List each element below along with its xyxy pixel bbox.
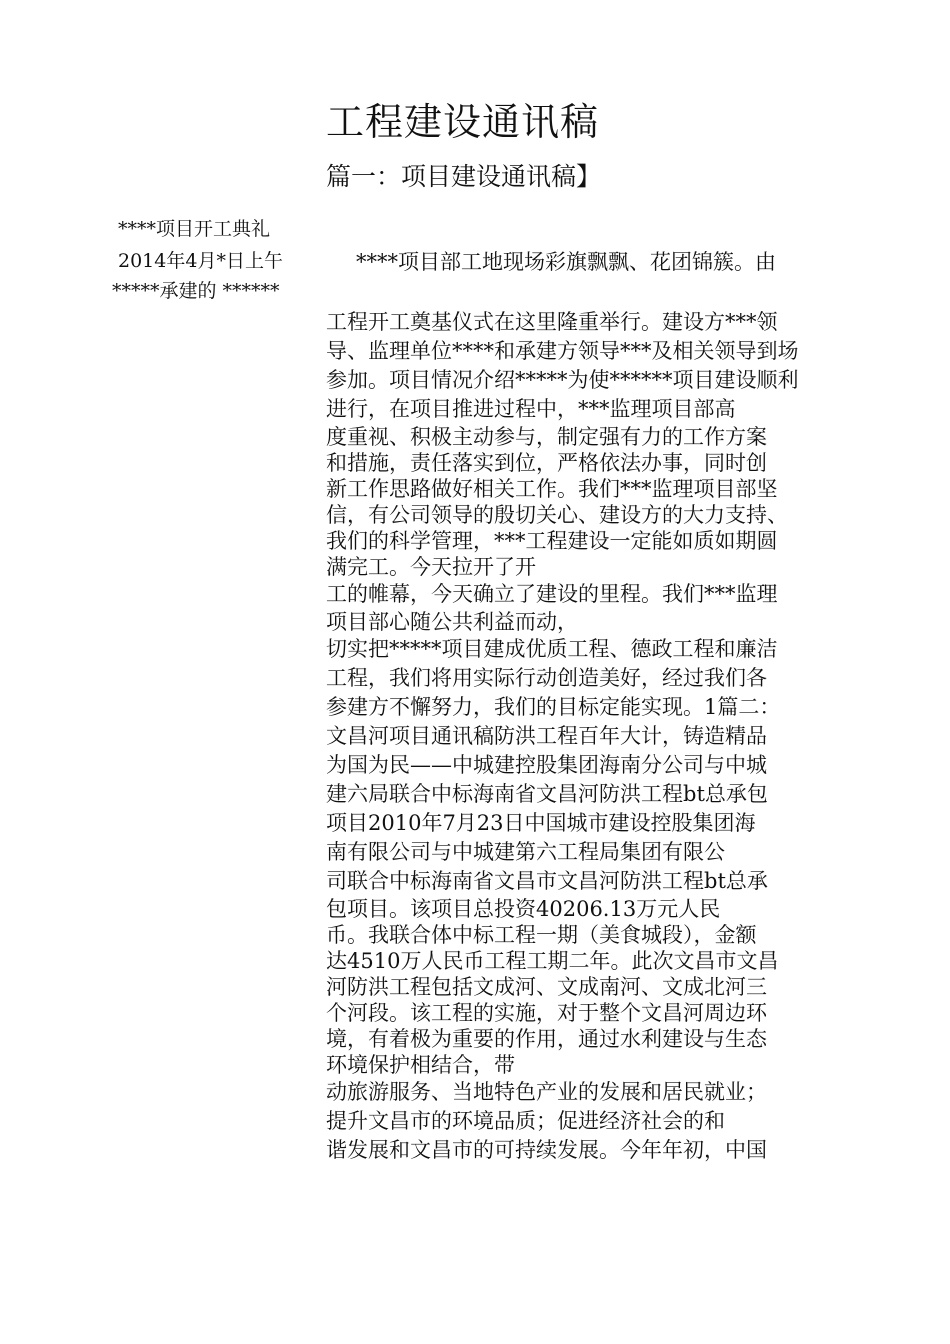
body-line: 环境保护相结合，带	[326, 1053, 515, 1077]
body-line: 境，有着极为重要的作用，通过水利建设与生态	[326, 1027, 767, 1051]
body-line: 项目2010年7月23日中国城市建设控股集团海	[326, 811, 756, 835]
body-line: 我们的科学管理，***工程建设一定能如质如期圆	[326, 529, 778, 553]
body-line: 达4510万人民币工程工期二年。此次文昌市文昌	[326, 949, 779, 973]
body-line: 项目部心随公共利益而动，	[326, 610, 578, 634]
body-line: 满完工。今天拉开了开	[326, 555, 536, 579]
body-line: 司联合中标海南省文昌市文昌河防洪工程bt总承	[326, 869, 768, 893]
intro-line: ****项目部工地现场彩旗飘飘、花团锦簇。由	[356, 250, 776, 274]
side-note-line-3: *****承建的 ******	[112, 280, 280, 302]
body-line: 动旅游服务、当地特色产业的发展和居民就业；	[326, 1080, 767, 1104]
body-line: 工程，我们将用实际行动创造美好，经过我们各	[326, 666, 767, 690]
body-line: 切实把*****项目建成优质工程、德政工程和廉洁	[326, 637, 778, 661]
page-subtitle: 篇一：项目建设通讯稿】	[326, 162, 602, 191]
body-line: 进行，在项目推进过程中，***监理项目部高	[326, 397, 736, 421]
body-line: 工程开工奠基仪式在这里隆重举行。建设方***领	[326, 310, 778, 334]
page-title: 工程建设通讯稿	[326, 100, 600, 144]
body-line: 为国为民——中城建控股集团海南分公司与中城	[326, 753, 767, 777]
body-line: 建六局联合中标海南省文昌河防洪工程bt总承包	[326, 782, 768, 806]
body-line: 信，有公司领导的殷切关心、建设方的大力支持、	[326, 503, 788, 527]
body-line: 个河段。该工程的实施，对于整个文昌河周边环	[326, 1001, 767, 1025]
body-line: 文昌河项目通讯稿防洪工程百年大计，铸造精品	[326, 724, 767, 748]
body-line: 币。我联合体中标工程一期（美食城段），金额	[326, 923, 757, 947]
body-line: 南有限公司与中城建第六工程局集团有限公	[326, 840, 725, 864]
body-line: 工的帷幕，今天确立了建设的里程。我们***监理	[326, 582, 778, 606]
body-line: 导、监理单位****和承建方领导***及相关领导到场	[326, 339, 799, 363]
body-line: 度重视、积极主动参与，制定强有力的工作方案	[326, 425, 767, 449]
side-note-line-1: ****项目开工典礼	[118, 218, 271, 240]
body-line: 提升文昌市的环境品质；促进经济社会的和	[326, 1109, 725, 1133]
body-line: 参加。项目情况介绍*****为使******项目建设顺利	[326, 368, 799, 392]
body-text	[326, 308, 846, 1165]
body-line: 包项目。该项目总投资40206.13万元人民	[326, 897, 721, 921]
body-line: 谐发展和文昌市的可持续发展。今年年初，中国	[326, 1138, 767, 1162]
body-line: 河防洪工程包括文成河、文成南河、文成北河三	[326, 975, 767, 999]
body-line: 参建方不懈努力，我们的目标定能实现。1篇二：	[326, 695, 781, 719]
side-note-line-2: 2014年4月*日上午	[118, 250, 283, 272]
body-line: 新工作思路做好相关工作。我们***监理项目部坚	[326, 477, 778, 501]
body-line: 和措施，责任落实到位，严格依法办事，同时创	[326, 451, 767, 475]
